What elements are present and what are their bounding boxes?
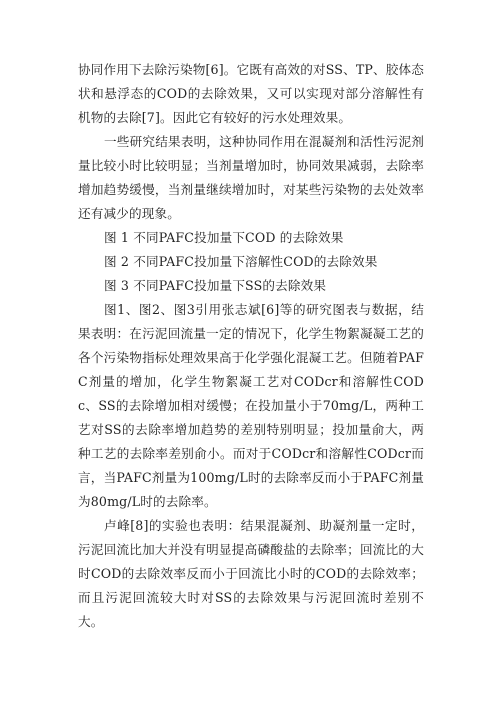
figure-caption-3: 图 3 不同PAFC投加量下SS的去除效果 (104, 278, 327, 293)
document-body (78, 58, 424, 634)
paragraph-figure-analysis: 图1、图2、图3引用张志斌[6]等的研究图表与数据，结果表明：在污泥回流量一定的情况下，化学生物絮凝凝工艺的各个污染物指标处理效果高于化学强化混凝工艺。但随着PAFC剂量的增加，化学生物絮凝工艺对CODcr和溶解性CODc、SS的去除增加相对缓慢；在投加量小于70mg/L，两种工艺对SS的去除率增加趋势的差别特别明显；投加量俞大，两种工艺的去除率差别俞小。而对于CODcr和溶解性CODcr而言，当PAFC剂量为100mg/L时的去除率反而小于PAFC剂量为80mg/L时的去除率。 (78, 302, 424, 509)
figure-caption-1: 图 1 不同PAFC投加量下COD 的去除效果 (104, 230, 344, 245)
paragraph-intro-continuation: 协同作用下去除污染物[6]。它既有高效的对SS、TP、胶体态状和悬浮态的COD的去除效果，又可以实现对部分溶解性有机物的去除[7]。因此它有较好的污水处理效果。 (78, 62, 424, 125)
figure-caption-2: 图 2 不同PAFC投加量下溶解性COD的去除效果 (104, 254, 378, 269)
paragraph-research-results: 一些研究结果表明，这种协同作用在混凝剂和活性污泥剂量比较小时比较明显；当剂量增加时，协同效果减弱，去除率增加趋势缓慢，当剂量继续增加时，对某些污染物的去处效率还有减少的现象。 (78, 134, 424, 221)
paragraph-lu-feng-experiment: 卢峰[8]的实验也表明：结果混凝剂、助凝剂量一定时，污泥回流比加大并没有明显提高磷酸盐的去除率；回流比的大时COD的去除效率反而小于回流比小时的COD的去除效率；而且污泥回流较大时对SS的去除效果与污泥回流时差别不大。 (78, 518, 424, 629)
